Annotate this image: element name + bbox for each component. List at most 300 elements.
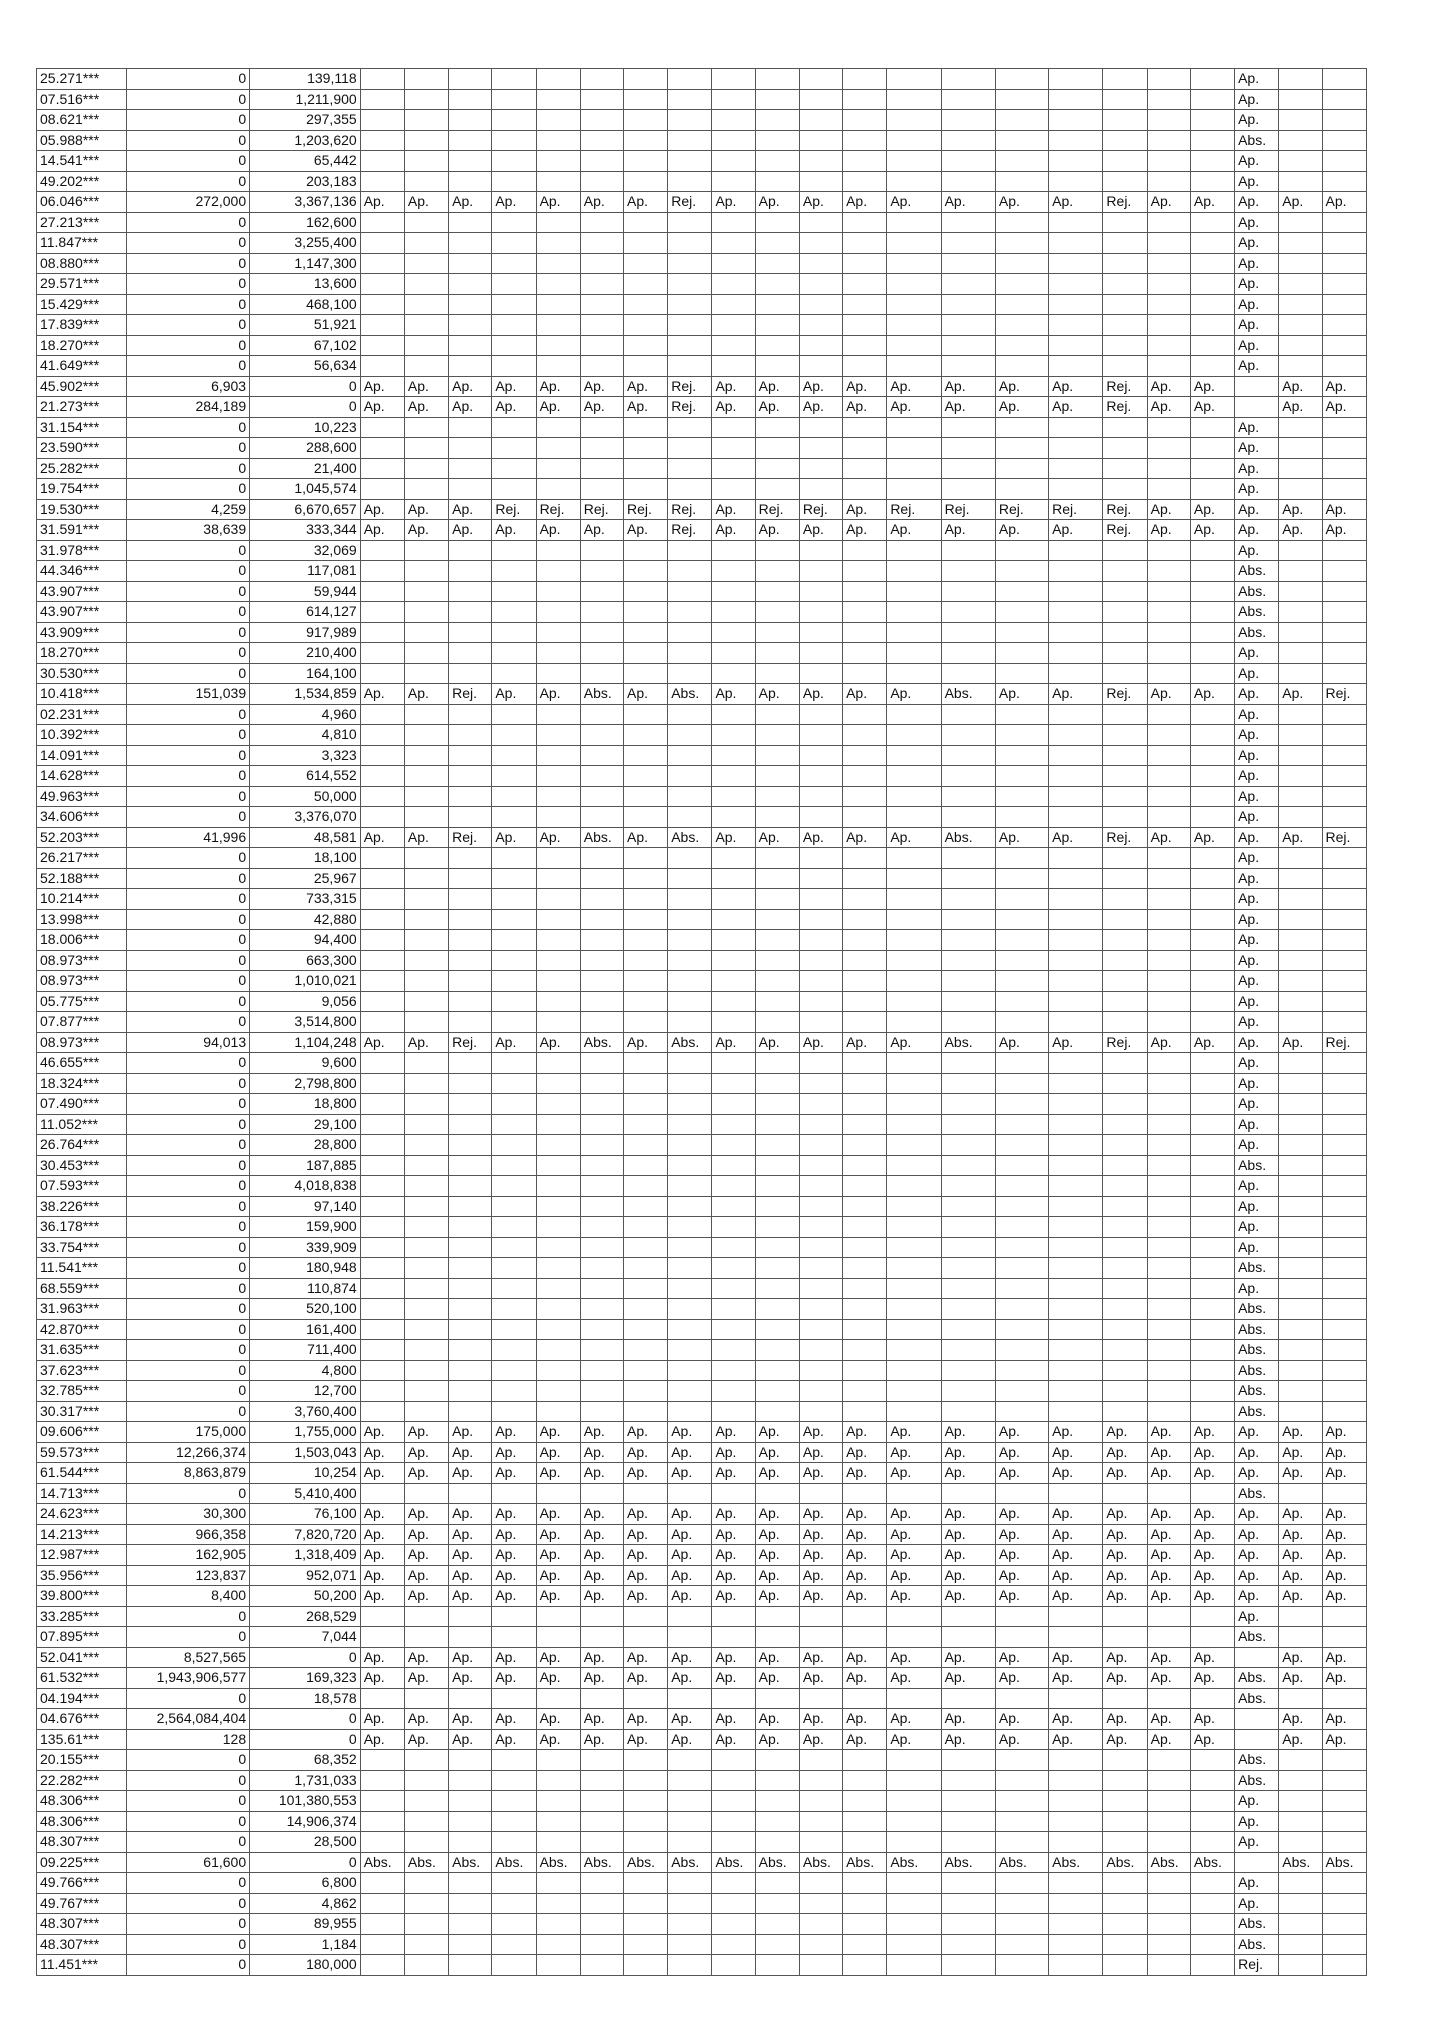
vote-cell [492, 1278, 536, 1299]
vote-cell: Ap. [843, 192, 887, 213]
vote-cell: Ap. [668, 1504, 712, 1525]
shares-cell-a: 30,300 [127, 1504, 250, 1525]
shares-cell-b: 1,731,033 [250, 1770, 361, 1791]
vote-cell: Ap. [1322, 1442, 1366, 1463]
vote-cell [404, 1217, 448, 1238]
holder-id-cell: 59.573*** [37, 1442, 127, 1463]
vote-cell: Ap. [624, 1442, 668, 1463]
shares-cell-b: 180,948 [250, 1258, 361, 1279]
vote-cell [404, 1688, 448, 1709]
vote-cell [1279, 1893, 1322, 1914]
vote-cell: Ap. [1049, 1647, 1103, 1668]
vote-cell: Ap. [1049, 376, 1103, 397]
vote-cell [995, 704, 1048, 725]
vote-cell: Ap. [536, 520, 580, 541]
table-row [37, 438, 1367, 459]
vote-cell [941, 1483, 995, 1504]
vote-cell: Abs. [1235, 1319, 1279, 1340]
vote-cell [1049, 848, 1103, 869]
vote-cell [799, 356, 842, 377]
vote-cell: Ap. [1103, 1729, 1147, 1750]
vote-cell [887, 1053, 941, 1074]
vote-cell [799, 335, 842, 356]
table-row [37, 1360, 1367, 1381]
vote-cell: Ap. [843, 1668, 887, 1689]
vote-cell: Ap. [1322, 499, 1366, 520]
vote-cell [1279, 458, 1322, 479]
vote-cell: Ap. [843, 1524, 887, 1545]
vote-cell [712, 540, 755, 561]
vote-cell [1279, 1381, 1322, 1402]
vote-cell: Ap. [1103, 1504, 1147, 1525]
vote-cell [755, 786, 799, 807]
vote-cell [624, 253, 668, 274]
vote-cell [941, 602, 995, 623]
vote-cell [712, 930, 755, 951]
vote-cell [360, 1155, 404, 1176]
holder-id-cell: 61.544*** [37, 1463, 127, 1484]
vote-cell: Rej. [1322, 827, 1366, 848]
vote-cell [887, 786, 941, 807]
vote-cell: Ap. [941, 1647, 995, 1668]
vote-cell [360, 1196, 404, 1217]
vote-cell [843, 602, 887, 623]
vote-cell [799, 1217, 842, 1238]
vote-cell [536, 1340, 580, 1361]
vote-cell [536, 1832, 580, 1853]
vote-cell: Abs. [1235, 1299, 1279, 1320]
vote-cell [536, 1750, 580, 1771]
shares-cell-a: 0 [127, 1012, 250, 1033]
vote-cell: Ap. [799, 1586, 842, 1607]
vote-cell: Ap. [624, 1729, 668, 1750]
vote-cell [404, 458, 448, 479]
vote-cell [1147, 930, 1190, 951]
vote-cell [712, 1401, 755, 1422]
vote-cell [755, 1176, 799, 1197]
vote-cell: Ap. [995, 192, 1048, 213]
vote-cell [1190, 1094, 1234, 1115]
vote-cell [887, 1401, 941, 1422]
vote-cell [941, 1155, 995, 1176]
holder-id-cell: 52.041*** [37, 1647, 127, 1668]
shares-cell-a: 0 [127, 1114, 250, 1135]
vote-cell: Ap. [799, 520, 842, 541]
shares-cell-b: 12,700 [250, 1381, 361, 1402]
vote-cell [580, 1340, 623, 1361]
vote-cell [843, 110, 887, 131]
vote-cell: Ap. [755, 1524, 799, 1545]
vote-cell [449, 1832, 492, 1853]
vote-cell [1103, 909, 1147, 930]
shares-cell-b: 9,056 [250, 991, 361, 1012]
vote-cell [755, 622, 799, 643]
shares-cell-a: 175,000 [127, 1422, 250, 1443]
vote-cell [843, 1381, 887, 1402]
vote-cell: Ap. [1049, 684, 1103, 705]
vote-cell [580, 1114, 623, 1135]
vote-cell: Abs. [1049, 1852, 1103, 1873]
holder-id-cell: 43.909*** [37, 622, 127, 643]
vote-cell [1279, 294, 1322, 315]
vote-cell [799, 274, 842, 295]
vote-cell [887, 868, 941, 889]
vote-cell [1322, 1114, 1366, 1135]
vote-cell: Ap. [799, 1545, 842, 1566]
vote-cell [668, 417, 712, 438]
holder-id-cell: 31.154*** [37, 417, 127, 438]
vote-cell [799, 1606, 842, 1627]
vote-cell [843, 725, 887, 746]
shares-cell-a: 8,527,565 [127, 1647, 250, 1668]
vote-cell [536, 868, 580, 889]
vote-cell: Ap. [536, 1545, 580, 1566]
vote-cell: Ap. [1049, 192, 1103, 213]
vote-cell [449, 1873, 492, 1894]
vote-cell [580, 1914, 623, 1935]
vote-cell: Ap. [1190, 397, 1234, 418]
table-row [37, 458, 1367, 479]
vote-cell [995, 458, 1048, 479]
vote-cell: Ap. [536, 1032, 580, 1053]
shares-cell-b: 4,810 [250, 725, 361, 746]
vote-cell: Ap. [404, 499, 448, 520]
vote-cell: Ap. [1103, 1647, 1147, 1668]
vote-cell [492, 704, 536, 725]
shares-cell-a: 0 [127, 1893, 250, 1914]
vote-cell [360, 458, 404, 479]
shares-cell-b: 67,102 [250, 335, 361, 356]
vote-cell [1103, 233, 1147, 254]
vote-cell [1322, 110, 1366, 131]
vote-cell [887, 89, 941, 110]
shares-cell-a: 0 [127, 479, 250, 500]
vote-cell [843, 704, 887, 725]
shares-cell-b: 0 [250, 1729, 361, 1750]
vote-cell: Ap. [941, 520, 995, 541]
vote-cell: Ap. [580, 1565, 623, 1586]
table-row [37, 1729, 1367, 1750]
vote-cell: Ap. [1190, 1545, 1234, 1566]
vote-cell: Ap. [843, 1647, 887, 1668]
vote-cell [1147, 1319, 1190, 1340]
vote-cell [995, 1770, 1048, 1791]
vote-cell [449, 1176, 492, 1197]
vote-cell [492, 1258, 536, 1279]
vote-cell: Abs. [1235, 622, 1279, 643]
vote-cell [1147, 1053, 1190, 1074]
vote-cell [1190, 1012, 1234, 1033]
vote-cell: Ap. [1147, 1586, 1190, 1607]
vote-cell: Ap. [941, 1422, 995, 1443]
vote-cell [843, 1237, 887, 1258]
vote-cell [536, 786, 580, 807]
vote-cell [799, 704, 842, 725]
vote-cell: Rej. [449, 1032, 492, 1053]
shares-cell-b: 5,410,400 [250, 1483, 361, 1504]
vote-cell [755, 1053, 799, 1074]
vote-cell [580, 1791, 623, 1812]
vote-cell: Ap. [1235, 438, 1279, 459]
vote-cell [799, 561, 842, 582]
vote-cell [1279, 643, 1322, 664]
vote-cell [1103, 745, 1147, 766]
vote-cell: Ap. [624, 1463, 668, 1484]
vote-cell [360, 1873, 404, 1894]
vote-cell [995, 1135, 1048, 1156]
vote-cell: Ap. [492, 1647, 536, 1668]
shares-cell-b: 0 [250, 1852, 361, 1873]
vote-cell [449, 663, 492, 684]
vote-cell: Ap. [449, 1524, 492, 1545]
vote-cell [799, 1811, 842, 1832]
vote-cell [580, 622, 623, 643]
vote-cell [941, 991, 995, 1012]
vote-cell [887, 69, 941, 90]
vote-cell [580, 848, 623, 869]
vote-cell [492, 1135, 536, 1156]
vote-cell: Rej. [492, 499, 536, 520]
vote-cell [887, 130, 941, 151]
vote-cell [995, 1483, 1048, 1504]
shares-cell-a: 0 [127, 1791, 250, 1812]
vote-cell [799, 1094, 842, 1115]
vote-cell [843, 1094, 887, 1115]
vote-cell [755, 1073, 799, 1094]
vote-cell: Ap. [449, 499, 492, 520]
vote-cell: Ap. [1235, 643, 1279, 664]
vote-cell [580, 766, 623, 787]
vote-cell [1279, 1791, 1322, 1812]
vote-cell [624, 1750, 668, 1771]
vote-cell [404, 807, 448, 828]
table-row [37, 561, 1367, 582]
vote-cell [1190, 151, 1234, 172]
shares-cell-b: 1,045,574 [250, 479, 361, 500]
vote-cell [755, 1606, 799, 1627]
vote-cell: Abs. [941, 684, 995, 705]
vote-cell [536, 602, 580, 623]
vote-cell [712, 1955, 755, 1976]
vote-cell: Ap. [843, 1729, 887, 1750]
vote-cell [449, 1258, 492, 1279]
vote-cell [580, 786, 623, 807]
vote-cell [1103, 1934, 1147, 1955]
vote-cell [712, 1299, 755, 1320]
vote-cell: Ap. [1049, 1586, 1103, 1607]
vote-cell: Rej. [1103, 499, 1147, 520]
vote-cell [580, 1627, 623, 1648]
vote-cell [1190, 1258, 1234, 1279]
vote-cell [1322, 294, 1366, 315]
vote-cell [941, 622, 995, 643]
vote-cell [843, 1893, 887, 1914]
vote-cell [887, 602, 941, 623]
shares-cell-b: 3,255,400 [250, 233, 361, 254]
vote-cell: Ap. [941, 1463, 995, 1484]
vote-cell: Ap. [580, 376, 623, 397]
vote-cell [1103, 171, 1147, 192]
vote-cell [1190, 110, 1234, 131]
vote-cell [1049, 1012, 1103, 1033]
vote-cell [1322, 1483, 1366, 1504]
vote-cell [449, 1914, 492, 1935]
vote-cell [492, 1012, 536, 1033]
vote-cell: Ap. [712, 1504, 755, 1525]
vote-cell [404, 1914, 448, 1935]
vote-cell [1049, 1176, 1103, 1197]
vote-cell [360, 1258, 404, 1279]
vote-cell [1049, 1135, 1103, 1156]
table-row [37, 1463, 1367, 1484]
vote-cell [536, 930, 580, 951]
vote-cell [799, 950, 842, 971]
table-row [37, 130, 1367, 151]
vote-cell [1322, 89, 1366, 110]
vote-cell [887, 1770, 941, 1791]
vote-cell [1103, 1135, 1147, 1156]
vote-cell: Ap. [1322, 397, 1366, 418]
vote-cell [668, 704, 712, 725]
vote-cell: Ap. [1235, 745, 1279, 766]
vote-cell: Ap. [449, 1668, 492, 1689]
vote-cell [1190, 725, 1234, 746]
vote-cell: Abs. [1235, 1914, 1279, 1935]
shares-cell-b: 1,147,300 [250, 253, 361, 274]
vote-cell: Ap. [536, 684, 580, 705]
vote-cell [755, 868, 799, 889]
vote-cell [404, 1955, 448, 1976]
vote-cell [1322, 1934, 1366, 1955]
shares-cell-b: 48,581 [250, 827, 361, 848]
vote-cell: Ap. [580, 397, 623, 418]
vote-cell [1049, 643, 1103, 664]
vote-cell [668, 1299, 712, 1320]
vote-cell [449, 991, 492, 1012]
vote-cell [1049, 1155, 1103, 1176]
vote-cell [1147, 1094, 1190, 1115]
vote-cell: Ap. [1147, 1442, 1190, 1463]
vote-cell: Ap. [449, 1504, 492, 1525]
vote-cell: Abs. [1235, 1668, 1279, 1689]
vote-cell [1049, 1934, 1103, 1955]
vote-cell [1049, 766, 1103, 787]
vote-cell [449, 335, 492, 356]
holder-id-cell: 12.987*** [37, 1545, 127, 1566]
vote-cell [843, 971, 887, 992]
shares-cell-a: 0 [127, 745, 250, 766]
vote-cell [995, 335, 1048, 356]
vote-cell [1103, 1893, 1147, 1914]
vote-cell: Ap. [1279, 1668, 1322, 1689]
vote-cell [712, 909, 755, 930]
vote-cell [1279, 356, 1322, 377]
vote-cell [536, 89, 580, 110]
vote-cell: Ap. [995, 1463, 1048, 1484]
vote-cell: Ap. [799, 1729, 842, 1750]
vote-cell: Ap. [1235, 971, 1279, 992]
vote-cell [941, 458, 995, 479]
vote-cell [668, 1750, 712, 1771]
vote-cell [1279, 1811, 1322, 1832]
table-row [37, 1073, 1367, 1094]
vote-cell [1103, 950, 1147, 971]
table-row [37, 315, 1367, 336]
shares-cell-a: 0 [127, 1606, 250, 1627]
vote-cell: Ap. [536, 1729, 580, 1750]
holder-id-cell: 45.902*** [37, 376, 127, 397]
vote-cell: Ap. [360, 1668, 404, 1689]
vote-cell: Ap. [668, 1463, 712, 1484]
vote-cell [492, 1155, 536, 1176]
vote-cell [1190, 1217, 1234, 1238]
vote-cell: Ap. [887, 827, 941, 848]
shares-cell-b: 50,000 [250, 786, 361, 807]
vote-cell [1190, 1360, 1234, 1381]
vote-cell [360, 1053, 404, 1074]
vote-cell: Ap. [1279, 1524, 1322, 1545]
vote-cell [360, 1073, 404, 1094]
holder-id-cell: 43.907*** [37, 602, 127, 623]
shares-cell-a: 0 [127, 294, 250, 315]
vote-cell [360, 479, 404, 500]
vote-cell: Ap. [1147, 1504, 1190, 1525]
vote-cell: Ap. [1322, 1647, 1366, 1668]
shares-cell-b: 0 [250, 397, 361, 418]
shares-cell-b: 1,184 [250, 1934, 361, 1955]
vote-cell [668, 335, 712, 356]
vote-cell: Ap. [712, 1524, 755, 1545]
vote-cell: Ap. [1235, 89, 1279, 110]
vote-cell [360, 1381, 404, 1402]
vote-cell [995, 1606, 1048, 1627]
vote-cell: Ap. [1322, 520, 1366, 541]
vote-cell: Ap. [449, 376, 492, 397]
vote-cell [624, 868, 668, 889]
vote-cell [1147, 294, 1190, 315]
vote-cell [1147, 868, 1190, 889]
vote-cell [536, 1135, 580, 1156]
table-row [37, 69, 1367, 90]
voting-results-table [36, 68, 1367, 1976]
vote-cell [941, 540, 995, 561]
vote-cell [843, 868, 887, 889]
shares-cell-a: 0 [127, 438, 250, 459]
vote-cell [1103, 868, 1147, 889]
vote-cell: Ap. [404, 1565, 448, 1586]
vote-cell [449, 479, 492, 500]
vote-cell [668, 540, 712, 561]
vote-cell: Ap. [1049, 1032, 1103, 1053]
vote-cell [1190, 89, 1234, 110]
vote-cell [404, 1176, 448, 1197]
vote-cell [1322, 1606, 1366, 1627]
vote-cell [1279, 602, 1322, 623]
vote-cell [843, 745, 887, 766]
vote-cell [755, 417, 799, 438]
vote-cell [843, 1319, 887, 1340]
shares-cell-a: 0 [127, 1340, 250, 1361]
vote-cell [1322, 1811, 1366, 1832]
vote-cell: Ap. [712, 684, 755, 705]
vote-cell [755, 1483, 799, 1504]
vote-cell [995, 786, 1048, 807]
vote-cell [580, 1750, 623, 1771]
vote-cell [712, 848, 755, 869]
vote-cell: Abs. [580, 827, 623, 848]
vote-cell [799, 1360, 842, 1381]
vote-cell [404, 622, 448, 643]
